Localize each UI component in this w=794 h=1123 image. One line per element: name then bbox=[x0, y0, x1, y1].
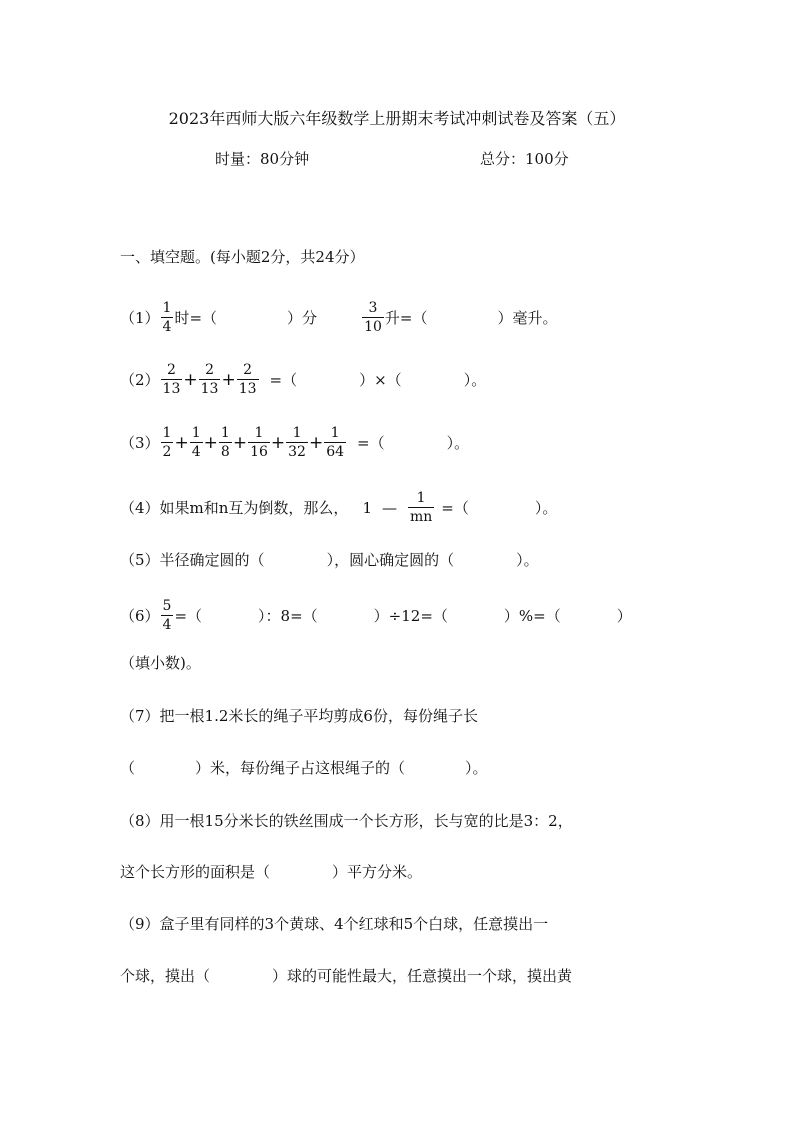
question-text: ）。 bbox=[465, 759, 488, 777]
question-7: （7）把一根1.2米长的绳子平均剪成6份，每份绳子长 bbox=[120, 707, 478, 725]
question-text: ）米，每份绳子占这根绳子的（ bbox=[195, 759, 406, 777]
question-text: ）平方分米。 bbox=[332, 863, 423, 881]
question-text: 这个长方形的面积是（ bbox=[120, 863, 271, 881]
question-9-cont bbox=[120, 966, 572, 986]
plus-sign: + bbox=[174, 432, 189, 453]
question-text: =（ bbox=[357, 433, 385, 452]
plus-sign: + bbox=[221, 369, 236, 390]
fraction: $\frac{3}{10}$ bbox=[364, 300, 382, 335]
fraction: $\frac{1}{32}$ bbox=[288, 425, 306, 460]
question-2 bbox=[120, 362, 486, 397]
question-3 bbox=[120, 425, 469, 460]
question-4 bbox=[120, 490, 557, 525]
question-text: ） bbox=[616, 606, 632, 625]
fraction: $\frac{1}{mn}$ bbox=[409, 490, 433, 525]
fraction: $\frac{5}{4}$ bbox=[162, 598, 172, 633]
question-number: （2） bbox=[120, 370, 160, 389]
section-heading: 一、填空题。(每小题2分，共24分） bbox=[120, 248, 365, 266]
question-text: ）÷12=（ bbox=[373, 606, 448, 625]
minus-sign: — bbox=[381, 498, 397, 517]
question-text: ）%=（ bbox=[503, 606, 561, 625]
question-text: =（ bbox=[441, 498, 469, 517]
question-text: 如果m和n互为倒数，那么， bbox=[159, 498, 349, 517]
question-7-cont bbox=[120, 758, 488, 778]
page-title: 2023年西师大版六年级数学上册期末考试冲刺试卷及答案（五） bbox=[168, 109, 626, 128]
plus-sign: + bbox=[270, 432, 286, 453]
question-number: （4） bbox=[120, 498, 160, 517]
question-text: ）。 bbox=[463, 370, 487, 389]
fraction: $\frac{1}{16}$ bbox=[250, 425, 268, 460]
question-number: （1） bbox=[120, 308, 160, 327]
question-text: ）×（ bbox=[359, 370, 402, 389]
question-text: ）：8=（ bbox=[258, 606, 318, 625]
fraction: $\frac{1}{4}$ bbox=[191, 425, 201, 460]
question-number: （6） bbox=[120, 606, 160, 625]
time-label: 时量：80分钟 bbox=[215, 150, 310, 168]
question-8-cont bbox=[120, 862, 422, 882]
question-text: =（ bbox=[269, 370, 298, 389]
fraction: $\frac{1}{2}$ bbox=[162, 425, 172, 460]
question-text: 升=（ bbox=[384, 308, 428, 327]
fraction: $\frac{1}{8}$ bbox=[220, 425, 230, 460]
question-5 bbox=[120, 550, 539, 570]
fraction: $\frac{1}{4}$ bbox=[162, 300, 172, 335]
fraction: $\frac{1}{64}$ bbox=[326, 425, 345, 460]
question-number: （3） bbox=[120, 433, 160, 452]
question-text: ）球的可能性最大，任意摸出一个球，摸出黄 bbox=[272, 967, 573, 985]
question-8: （8）用一根15分米长的铁丝围成一个长方形，长与宽的比是3：2， bbox=[120, 812, 573, 830]
question-text: =（ bbox=[174, 606, 203, 625]
question-text: ），圆心确定圆的（ bbox=[326, 551, 455, 569]
question-9: （9）盒子里有同样的3个黄球、4个红球和5个白球，任意摸出一 bbox=[120, 915, 549, 933]
plus-sign: + bbox=[308, 432, 324, 453]
question-text: 半径确定圆的（ bbox=[159, 551, 265, 569]
question-1 bbox=[120, 300, 557, 335]
plus-sign: + bbox=[203, 432, 218, 453]
question-6 bbox=[120, 598, 632, 633]
plus-sign: + bbox=[232, 432, 248, 453]
question-6-note: （填小数)。 bbox=[120, 654, 201, 672]
score-label: 总分：100分 bbox=[480, 150, 569, 168]
question-text: ）。 bbox=[516, 551, 539, 569]
question-number: （5） bbox=[120, 551, 160, 569]
question-text: ）毫升。 bbox=[497, 308, 558, 327]
question-text: 时=（ bbox=[174, 308, 218, 327]
question-text: （ bbox=[120, 759, 136, 777]
question-text: ）。 bbox=[446, 433, 470, 452]
fraction: $\frac{2}{13}$ bbox=[200, 362, 219, 397]
fraction: $\frac{2}{13}$ bbox=[162, 362, 181, 397]
question-text: ）分 bbox=[287, 308, 318, 327]
number-one: 1 bbox=[362, 498, 372, 517]
question-text: ）。 bbox=[534, 498, 558, 517]
plus-sign: + bbox=[183, 369, 198, 390]
fraction: $\frac{2}{13}$ bbox=[238, 362, 257, 397]
question-text: 个球，摸出（ bbox=[120, 967, 211, 985]
